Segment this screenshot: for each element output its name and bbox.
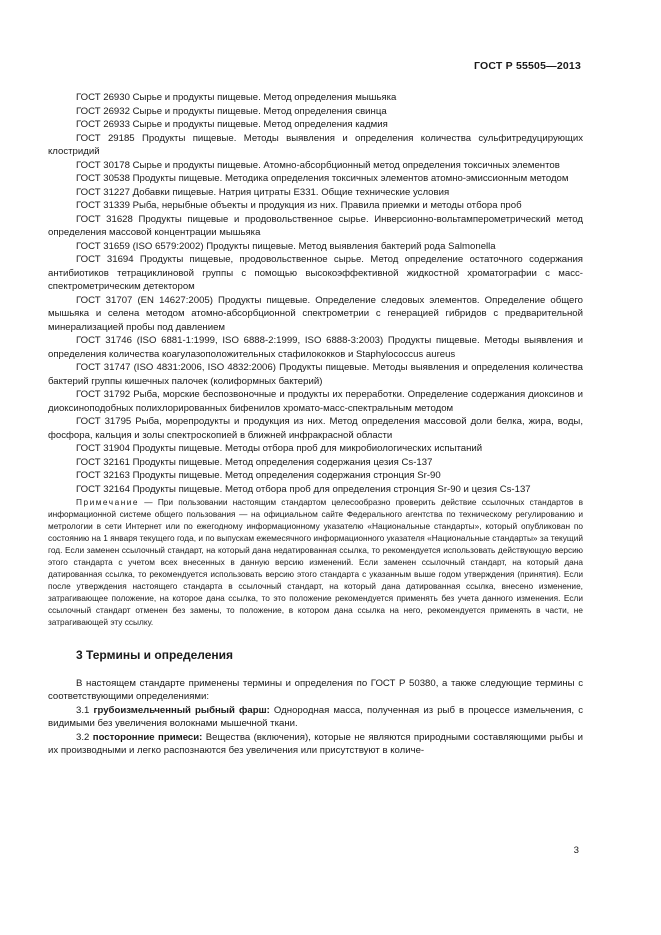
reference-item: ГОСТ 31694 Продукты пищевые, продовольственное сырье. Метод определение остаточного содержания антибиотиков тетрациклиновой группы с помощью высокоэффективной жидкостной хроматографии с масс-спектрометрическим детектором xyxy=(48,254,583,292)
reference-item: ГОСТ 31659 (ISO 6579:2002) Продукты пищевые. Метод выявления бактерий рода Salmonella xyxy=(76,240,496,252)
reference-item: ГОСТ 32164 Продукты пищевые. Метод отбора проб для определения стронция Sr-90 и цезия Cs-137 xyxy=(76,483,531,495)
reference-item: ГОСТ 26933 Сырье и продукты пищевые. Метод определения кадмия xyxy=(76,119,388,130)
reference-item: ГОСТ 26930 Сырье и продукты пищевые. Метод определения мышьяка xyxy=(76,92,397,103)
term-definition-text: Вещества (включения), которые не являются природными составляющими рыбы и их производными и легко распознаются без увеличения или присутствуют в количе- xyxy=(48,731,584,756)
section-title: 3 Термины и определения xyxy=(76,648,234,662)
reference-item: ГОСТ 31904 Продукты пищевые. Методы отбора проб для микробиологических испытаний xyxy=(76,443,483,454)
term-number: 3.2 xyxy=(76,731,90,743)
term-name: посторонние примеси: xyxy=(92,731,203,743)
note-text: — При пользовании настоящим стандартом целесообразно проверить действие ссылочных стандартов в информационной системе общего пользования — на официальном сайте Федерального агентства по техническому регулированию и метрологии в сети Интернет или по ежегодному информационному указателю «Национальные стандарты», который опубликован по состоянию на 1 января текущего года, и по выпускам ежемесячного информационного указателя «Национальные стандарты» за текущий год. Если заменен ссылочный стандарт, на который дана недатированная ссылка, то рекомендуется использовать действующую версию этого стандарта с учетом всех внесенных в данную версию изменений. Если заменен ссылочный стандарт, на который дана датированная ссылка, то рекомендуется использовать версию этого стандарта с указанным выше годом утверждения (принятия). Если после утверждения настоящего стандарта в ссылочный стандарт, на который дана датированная ссылка, внесено изменение, затрагивающее положение, на которое дана ссылка, то это положение рекомендуется применять без учета данного изменения. Если ссылочный стандарт отменен без замены, то положение, в котором дана ссылка на него, рекомендуется применять в части, не затрагивающей эту ссылку. xyxy=(48,497,583,627)
reference-item: ГОСТ 32161 Продукты пищевые. Метод определения содержания цезия Cs-137 xyxy=(76,456,433,468)
document-body xyxy=(48,91,583,758)
reference-item: ГОСТ 31795 Рыба, морепродукты и продукция из них. Метод определения массовой доли белка, жира, воды, фосфора, кальция и золы спектроскопией в ближней инфракрасной области xyxy=(48,416,583,441)
reference-item: ГОСТ 30538 Продукты пищевые. Методика определения токсичных элементов атомно-эмиссионным методом xyxy=(76,173,569,184)
term-number: 3.1 xyxy=(76,704,90,716)
term-definition xyxy=(48,731,583,758)
reference-item: ГОСТ 31747 (ISO 4831:2006, ISO 4832:2006) Продукты пищевые. Методы выявления и определения количества бактерий группы кишечных палочек (колиформных бактерий) xyxy=(48,362,583,387)
page-number: 3 xyxy=(573,845,579,856)
term-definition xyxy=(48,704,583,731)
reference-item: ГОСТ 32163 Продукты пищевые. Метод определения содержания стронция Sr-90 xyxy=(76,470,441,481)
reference-item: ГОСТ 31746 (ISO 6881-1:1999, ISO 6888-2:1999, ISO 6888-3:2003) Продукты пищевые. Методы выявления и определения количества коагулазоположительных стафилококков и Staphylococcus aureus xyxy=(48,335,583,360)
note-paragraph xyxy=(48,496,583,628)
reference-item: ГОСТ 31339 Рыба, нерыбные объекты и продукция из них. Правила приемки и методы отбора проб xyxy=(76,200,522,211)
reference-item: ГОСТ 31792 Рыба, морские беспозвоночные и продукты их переработки. Определение содержания диоксинов и диоксиноподобных полихлорированных бифенилов хромато-масс-спектральным методом xyxy=(48,389,583,414)
reference-item: ГОСТ 26932 Сырье и продукты пищевые. Метод определения свинца xyxy=(76,105,387,117)
reference-item: ГОСТ 29185 Продукты пищевые. Методы выявления и определения количества сульфитредуцирующих клостридий xyxy=(48,132,583,157)
reference-item: ГОСТ 30178 Сырье и продукты пищевые. Атомно-абсорбционный метод определения токсичных элементов xyxy=(76,159,560,171)
reference-item: ГОСТ 31227 Добавки пищевые. Натрия цитраты Е331. Общие технические условия xyxy=(76,186,450,198)
section-intro: В настоящем стандарте применены термины и определения по ГОСТ Р 50380, а также следующие термины с соответствующими определениями: xyxy=(48,677,583,702)
term-name: грубоизмельченный рыбный фарш: xyxy=(93,704,270,716)
reference-item: ГОСТ 31707 (EN 14627:2005) Продукты пищевые. Определение следовых элементов. Определение общего мышьяка и селена методом атомно-абсорбционной спектрометрии с генерацией гибридов с предварительной минерализацией пробы под давлением xyxy=(48,294,583,333)
reference-item: ГОСТ 31628 Продукты пищевые и продовольственное сырье. Инверсионно-вольтамперометрический метод определения массовой концентрации мышьяка xyxy=(48,213,583,238)
references-list xyxy=(48,91,583,496)
standard-header: ГОСТ Р 55505—2013 xyxy=(473,60,581,72)
term-definition-text: Однородная масса, полученная из рыб в процессе измельчения, с видимыми без увеличения волокнами мышечной ткани. xyxy=(48,704,583,729)
note-label: Примечание xyxy=(76,497,140,507)
